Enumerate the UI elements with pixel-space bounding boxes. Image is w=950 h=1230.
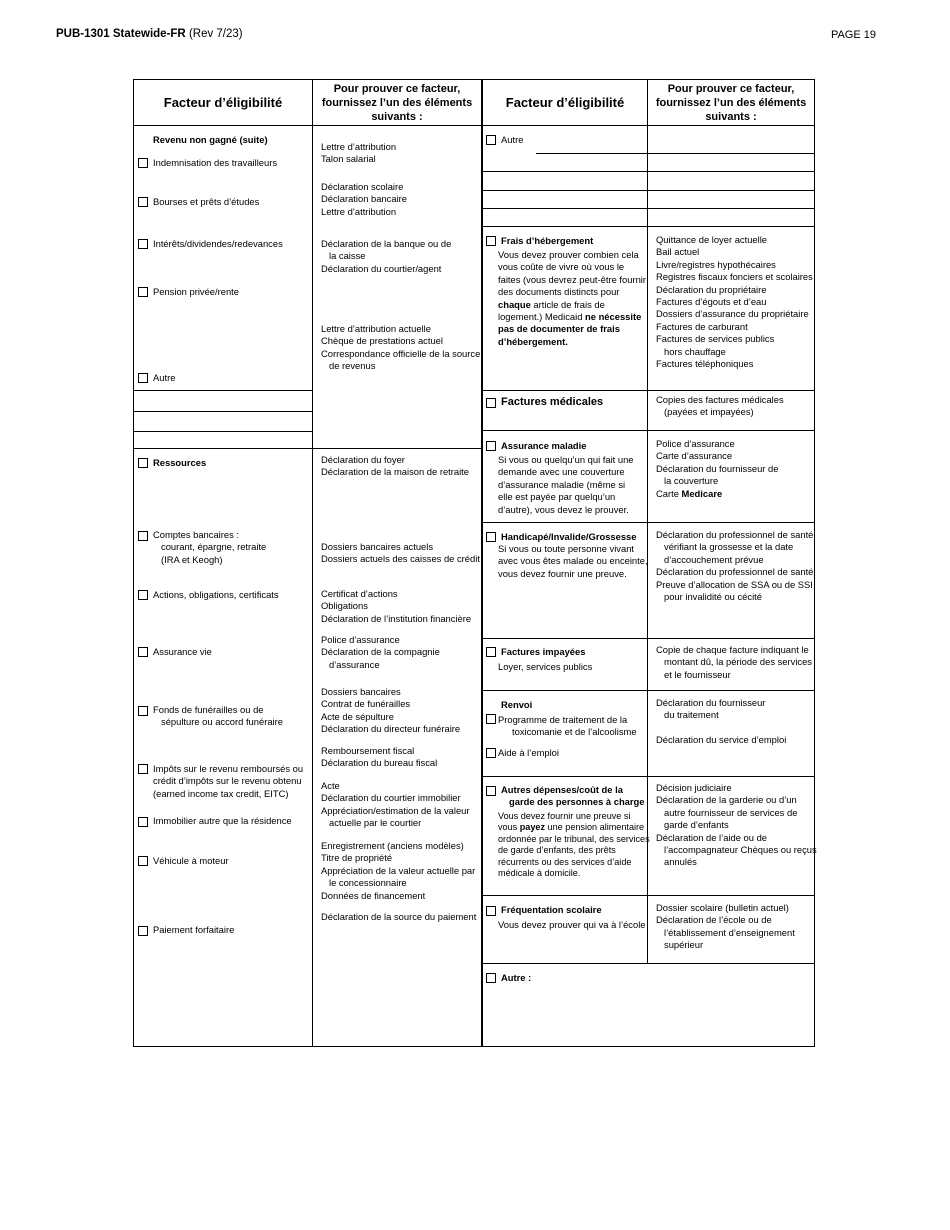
resource-item-label-line: Impôts sur le revenu remboursés ou bbox=[153, 763, 304, 774]
resource-item-label-line: Fonds de funérailles ou de bbox=[153, 704, 264, 715]
unpaid-bills-title bbox=[501, 646, 585, 658]
revision-date: (Rev 7/23) bbox=[188, 28, 243, 40]
school-attendance-description-line: Vous devez prouver qui va à l’école bbox=[498, 919, 646, 930]
text-segment: logement.) Medicaid bbox=[498, 311, 586, 323]
resources-title bbox=[153, 457, 206, 469]
checkbox-resource-3[interactable] bbox=[138, 706, 148, 716]
other-expenses-proof-line: garde d’enfants bbox=[664, 819, 729, 831]
housing-proof-line: Déclaration du propriétaire bbox=[656, 283, 767, 295]
checkbox-referral-employment[interactable] bbox=[486, 748, 496, 758]
right-proof-heading bbox=[648, 80, 814, 125]
other-expenses-description-line bbox=[498, 845, 650, 856]
other-expenses-description-line bbox=[498, 822, 650, 833]
text-segment: d’hébergement. bbox=[498, 335, 568, 347]
table-rule bbox=[312, 448, 482, 449]
housing-description-line bbox=[498, 249, 646, 261]
table-rule bbox=[133, 125, 815, 126]
health-insurance-description-line: elle est payée par quelqu’un bbox=[498, 491, 616, 503]
resource-item-proof-line: Appréciation de la valeur actuelle par bbox=[321, 864, 476, 876]
referral-treatment-proof bbox=[656, 697, 765, 722]
unearned-item-label bbox=[153, 238, 283, 250]
resource-item-proof-line: Police d’assurance bbox=[321, 634, 400, 645]
text-segment: des documents distincts pour bbox=[498, 286, 620, 298]
resource-item-proof bbox=[321, 634, 440, 671]
referral-treatment-proof-line: Déclaration du fournisseur bbox=[656, 697, 766, 708]
other-expenses-proof bbox=[656, 782, 817, 869]
health-insurance-proof-line bbox=[656, 438, 778, 450]
disability-proof-line: Déclaration du professionnel de santé bbox=[656, 566, 814, 578]
table-rule bbox=[482, 690, 815, 691]
health-insurance-proof bbox=[656, 438, 778, 500]
referral-treatment-label-line: toxicomanie et de l’alcoolisme bbox=[512, 726, 637, 738]
unpaid-bills-description-line: Loyer, services publics bbox=[498, 661, 593, 672]
text-segment: une pension alimentaire bbox=[545, 822, 645, 833]
resource-item-label bbox=[153, 855, 229, 867]
resource-item-label bbox=[153, 763, 303, 800]
text-segment: ne nécessite bbox=[585, 311, 642, 323]
table-rule bbox=[133, 431, 313, 432]
unearned-item-proof-line: Talon salarial bbox=[321, 153, 376, 165]
resource-item-label-line: sépulture ou accord funéraire bbox=[161, 716, 283, 728]
checkbox-unearned-0[interactable] bbox=[138, 158, 148, 168]
unearned-item-proof-line: de revenus bbox=[329, 360, 376, 372]
resource-item-label bbox=[153, 704, 283, 729]
school-attendance-proof-line: supérieur bbox=[664, 939, 704, 951]
unpaid-bills-title-line: Factures impayées bbox=[501, 646, 586, 657]
referral-treatment-proof-line: du traitement bbox=[664, 709, 719, 721]
housing-description bbox=[498, 249, 646, 348]
checkbox-other-bottom[interactable] bbox=[486, 973, 496, 983]
housing-title-line: Frais d’hébergement bbox=[501, 235, 594, 246]
other-expenses-title-line: garde des personnes à charge bbox=[509, 796, 645, 808]
resource-item-proof-line: Déclaration du bureau fiscal bbox=[321, 757, 438, 769]
health-insurance-description-line: Si vous ou quelqu’un qui fait une bbox=[498, 454, 634, 465]
checkbox-unearned-1[interactable] bbox=[138, 197, 148, 207]
housing-proof-line: Quittance de loyer actuelle bbox=[656, 234, 768, 245]
other-expenses-title-line: Autres dépenses/coût de la bbox=[501, 784, 623, 795]
school-attendance-proof-line: Déclaration de l’école ou de bbox=[656, 914, 772, 926]
table-rule bbox=[133, 390, 313, 391]
resource-item-proof-line: Obligations bbox=[321, 600, 368, 612]
resource-item-label bbox=[153, 815, 292, 827]
disability-proof-line: d’accouchement prévue bbox=[664, 553, 764, 565]
other-expenses-proof-line: Déclaration de l’aide ou de bbox=[656, 831, 768, 843]
checkbox-health-insurance[interactable] bbox=[486, 441, 496, 451]
table-rule bbox=[482, 226, 815, 227]
resource-item-proof-line: d’assurance bbox=[329, 658, 380, 670]
text-segment: pas de documenter de frais bbox=[498, 323, 620, 335]
housing-description-line bbox=[498, 311, 646, 323]
table-rule bbox=[482, 430, 815, 431]
disability-title-line: Handicapé/Invalide/Grossesse bbox=[501, 531, 637, 542]
table-rule bbox=[482, 208, 648, 209]
resource-item-label-line: crédit d’impôts sur le revenu obtenu bbox=[153, 775, 302, 787]
table-rule bbox=[133, 1046, 815, 1047]
unearned-item-label bbox=[153, 372, 175, 384]
text-segment: Vous devez fournir une preuve si bbox=[498, 811, 631, 821]
resource-item-label bbox=[153, 646, 212, 658]
other-expenses-proof-line: l’accompagnateur Chèques ou reçus bbox=[664, 844, 817, 856]
text-segment: médicale à domicile. bbox=[498, 868, 581, 879]
housing-proof-line: Factures téléphoniques bbox=[656, 358, 754, 370]
resource-item-proof-line: Dossiers bancaires actuels bbox=[321, 541, 434, 552]
unearned-item-label-line: Intérêts/dividendes/redevances bbox=[153, 238, 283, 249]
resource-item-proof bbox=[321, 780, 470, 830]
medical-bills-proof bbox=[656, 394, 784, 419]
unearned-item-proof-line: Correspondance officielle de la source bbox=[321, 347, 481, 359]
text-segment: la couverture bbox=[664, 475, 719, 487]
resource-item-label bbox=[153, 529, 266, 566]
table-rule bbox=[482, 190, 648, 191]
table-rule bbox=[482, 79, 483, 1047]
housing-proof-line: Factures de services publics bbox=[656, 333, 775, 345]
health-insurance-description-line: d’assurance maladie (même si bbox=[498, 478, 626, 490]
resources-proof bbox=[321, 454, 469, 479]
checkbox-resource-5[interactable] bbox=[138, 817, 148, 827]
resource-item-proof bbox=[321, 911, 476, 923]
resources-title-line: Ressources bbox=[153, 457, 207, 468]
resource-item-label-line: courant, épargne, retraite bbox=[161, 541, 267, 553]
housing-description-line bbox=[498, 261, 646, 273]
resource-item-proof bbox=[321, 686, 460, 736]
resource-item-proof-line: Acte bbox=[321, 780, 340, 791]
housing-proof-line: Livre/registres hypothécaires bbox=[656, 258, 776, 270]
checkbox-unpaid-bills[interactable] bbox=[486, 647, 496, 657]
health-insurance-title-line: Assurance maladie bbox=[501, 440, 587, 451]
resource-item-label-line: (earned income tax credit, EITC) bbox=[153, 787, 289, 799]
text-segment: vous coûte de vivre où vous le bbox=[498, 261, 625, 273]
unpaid-bills-proof-line: Copie de chaque facture indiquant le bbox=[656, 644, 809, 655]
health-insurance-proof-line bbox=[656, 488, 778, 500]
table-rule bbox=[647, 208, 815, 209]
school-attendance-proof-line: l’établissement d’enseignement bbox=[664, 926, 795, 938]
table-rule bbox=[647, 153, 815, 154]
health-insurance-description bbox=[498, 454, 634, 516]
resource-item-label-line: Immobilier autre que la résidence bbox=[153, 815, 292, 826]
checkbox-medical-bills[interactable] bbox=[486, 398, 496, 408]
disability-description bbox=[498, 543, 648, 580]
health-insurance-proof-line bbox=[656, 475, 778, 487]
resource-item-proof-line: Déclaration du courtier immobilier bbox=[321, 792, 461, 804]
housing-proof-line: Registres fiscaux fonciers et scolaires bbox=[656, 271, 813, 283]
other-expenses-proof-line: Déclaration de la garderie ou d’un bbox=[656, 794, 797, 806]
health-insurance-description-line: demande avec une couverture bbox=[498, 466, 625, 478]
disability-title bbox=[501, 531, 636, 543]
unpaid-bills-description bbox=[498, 661, 592, 673]
unearned-item-label-line: Pension privée/rente bbox=[153, 286, 239, 297]
disability-proof-line: Preuve d’allocation de SSA ou de SSI bbox=[656, 578, 813, 590]
table-rule bbox=[133, 448, 313, 449]
resource-item-proof-line: Déclaration de la compagnie bbox=[321, 646, 440, 658]
resource-item-proof-line: Contrat de funérailles bbox=[321, 698, 411, 710]
resource-item-proof-line: Enregistrement (anciens modèles) bbox=[321, 840, 464, 851]
text-segment: de garde d’enfants, des prêts bbox=[498, 845, 616, 856]
checkbox-resources[interactable] bbox=[138, 458, 148, 468]
medical-bills-proof-line: Copies des factures médicales bbox=[656, 394, 784, 405]
housing-description-line bbox=[498, 299, 646, 311]
resource-item-label bbox=[153, 589, 279, 601]
resource-item-proof-line: Remboursement fiscal bbox=[321, 745, 415, 756]
resource-item-proof bbox=[321, 745, 437, 770]
resource-item-proof bbox=[321, 588, 471, 625]
unearned-item-proof bbox=[321, 323, 480, 373]
unearned-item-proof-line: Lettre d’attribution bbox=[321, 141, 397, 152]
other-expenses-description bbox=[498, 811, 650, 879]
housing-description-line bbox=[498, 286, 646, 298]
health-insurance-description-line: d’autre), vous devez le prouver. bbox=[498, 503, 629, 515]
text-segment: chaque bbox=[498, 298, 531, 310]
unearned-item-proof bbox=[321, 238, 451, 275]
housing-proof-line: Dossiers d’assurance du propriétaire bbox=[656, 308, 809, 320]
resources-proof-line: Déclaration du foyer bbox=[321, 454, 405, 465]
unearned-item-label bbox=[153, 196, 259, 208]
other-expenses-description-line bbox=[498, 834, 650, 845]
other-top-label-line: Autre bbox=[501, 134, 524, 145]
checkbox-unearned-3[interactable] bbox=[138, 287, 148, 297]
resource-item-label-line: Actions, obligations, certificats bbox=[153, 589, 279, 600]
other-expenses-title bbox=[501, 784, 644, 809]
resource-item-label-line: Véhicule à moteur bbox=[153, 855, 229, 866]
unearned-item-proof-line: Déclaration du courtier/agent bbox=[321, 262, 442, 274]
resource-item-proof bbox=[321, 840, 475, 902]
medical-bills-proof-line: (payées et impayées) bbox=[664, 406, 754, 418]
resource-item-label-line: Paiement forfaitaire bbox=[153, 924, 235, 935]
checkbox-referral-treatment[interactable] bbox=[486, 714, 496, 724]
resource-item-proof-line: actuelle par le courtier bbox=[329, 817, 422, 829]
health-insurance-proof-line bbox=[656, 450, 778, 462]
table-rule bbox=[482, 171, 648, 172]
resource-item-proof-line: Déclaration du directeur funéraire bbox=[321, 723, 461, 735]
checkbox-resource-7[interactable] bbox=[138, 926, 148, 936]
referral-employment-proof-line: Déclaration du service d’emploi bbox=[656, 734, 787, 745]
checkbox-other-expenses[interactable] bbox=[486, 786, 496, 796]
table-rule bbox=[482, 895, 815, 896]
referral-treatment-label bbox=[498, 714, 637, 739]
checkbox-resource-4[interactable] bbox=[138, 764, 148, 774]
resource-item-proof-line: le concessionnaire bbox=[329, 877, 407, 889]
page-number: PAGE 19 bbox=[830, 29, 876, 41]
school-attendance-title bbox=[501, 904, 602, 916]
housing-title bbox=[501, 235, 593, 247]
table-rule bbox=[133, 79, 134, 1047]
resource-item-label-line: Assurance vie bbox=[153, 646, 212, 657]
table-rule bbox=[482, 390, 815, 391]
table-rule bbox=[482, 776, 815, 777]
unearned-item-proof-line: Lettre d’attribution bbox=[321, 205, 397, 217]
housing-proof-line: Factures de carburant bbox=[656, 320, 748, 332]
text-segment: Carte d’assurance bbox=[656, 450, 733, 462]
unearned-item-label-line: Bourses et prêts d’études bbox=[153, 196, 260, 207]
text-segment: ordonnée par le tribunal, des services bbox=[498, 833, 650, 844]
text-segment: Police d’assurance bbox=[656, 438, 735, 449]
school-attendance-description bbox=[498, 919, 646, 931]
disability-proof bbox=[656, 529, 813, 603]
other-expenses-description-line bbox=[498, 868, 650, 879]
housing-proof-line: Factures d’égouts et d’eau bbox=[656, 296, 767, 308]
right-factor-heading: Facteur d’éligibilité bbox=[505, 95, 625, 110]
unearned-income-title: Revenu non gagné (suite) bbox=[153, 134, 268, 145]
housing-description-line bbox=[498, 274, 646, 286]
disability-proof-line: Déclaration du professionnel de santé bbox=[656, 529, 814, 540]
text-segment: Medicare bbox=[681, 487, 723, 499]
school-attendance-proof bbox=[656, 902, 795, 952]
housing-proof-line: hors chauffage bbox=[664, 345, 726, 357]
unearned-item-proof-line: Déclaration de la banque ou de bbox=[321, 238, 452, 249]
checkbox-disability[interactable] bbox=[486, 532, 496, 542]
unearned-item-label-line: Autre bbox=[153, 372, 176, 383]
referral-treatment-label-line: Programme de traitement de la bbox=[498, 714, 628, 725]
housing-description-line bbox=[498, 323, 646, 335]
unearned-item-proof bbox=[321, 181, 407, 218]
table-rule bbox=[647, 171, 815, 172]
referral-employment-label-line: Aide à l’emploi bbox=[498, 747, 559, 758]
heading-line: Pour prouver ce facteur, bbox=[333, 82, 461, 95]
text-segment: Carte bbox=[656, 487, 682, 499]
disability-description-line: vous devez fournir une preuve. bbox=[498, 567, 627, 579]
left-proof-heading bbox=[313, 80, 481, 125]
heading-line: fournissez l’un des éléments bbox=[321, 96, 473, 109]
resource-item-proof-line: Déclaration de l’institution financière bbox=[321, 612, 472, 624]
resource-item-proof-line: Appréciation/estimation de la valeur bbox=[321, 804, 470, 816]
resource-item-proof-line: Dossiers bancaires bbox=[321, 686, 401, 697]
unpaid-bills-proof-line: montant dû, la période des services bbox=[664, 656, 812, 668]
document-id: PUB-1301 Statewide-FR (Rev 7/23) bbox=[56, 28, 243, 40]
heading-line: fournissez l’un des éléments bbox=[655, 96, 807, 109]
text-segment: Déclaration du fournisseur de bbox=[656, 462, 779, 474]
disability-proof-line: pour invalidité ou cécité bbox=[664, 591, 762, 603]
text-segment: vous bbox=[498, 822, 520, 833]
housing-description-line bbox=[498, 336, 646, 348]
left-factor-heading: Facteur d’éligibilité bbox=[163, 95, 283, 110]
resource-item-proof-line: Acte de sépulture bbox=[321, 710, 394, 722]
checkbox-school[interactable] bbox=[486, 906, 496, 916]
unpaid-bills-proof bbox=[656, 644, 812, 681]
heading-line: suivants : bbox=[705, 110, 757, 123]
heading-line: Pour prouver ce facteur, bbox=[667, 82, 795, 95]
checkbox-resource-1[interactable] bbox=[138, 590, 148, 600]
school-attendance-title-line: Fréquentation scolaire bbox=[501, 904, 602, 915]
table-rule bbox=[482, 638, 815, 639]
resource-item-proof-line: Données de financement bbox=[321, 889, 426, 901]
disability-description-line: Si vous ou toute personne vivant bbox=[498, 543, 635, 554]
resource-item-label-line: Comptes bancaires : bbox=[153, 529, 239, 540]
table-rule bbox=[133, 411, 313, 412]
resource-item-label-line: (IRA et Keogh) bbox=[161, 553, 223, 565]
resources-proof-line: Déclaration de la maison de retraite bbox=[321, 466, 469, 478]
table-rule bbox=[482, 963, 815, 964]
unearned-item-label-line: Indemnisation des travailleurs bbox=[153, 157, 278, 168]
table-rule bbox=[482, 522, 815, 523]
text-segment: Vous devez prouver combien cela bbox=[498, 249, 639, 260]
housing-proof bbox=[656, 234, 813, 370]
other-top-label bbox=[501, 134, 523, 146]
other-expenses-description-line bbox=[498, 811, 650, 822]
medical-bills-title-line: Factures médicales bbox=[501, 396, 604, 408]
unearned-item-proof-line: Lettre d’attribution actuelle bbox=[321, 323, 431, 334]
referral-title bbox=[501, 699, 532, 711]
resource-item-proof-line: Certificat d’actions bbox=[321, 588, 398, 599]
disability-proof-line: vérifiant la grossesse et la date bbox=[664, 541, 794, 553]
text-segment: faites (vous devrez peut-être fournir bbox=[498, 273, 646, 285]
referral-employment-proof bbox=[656, 734, 786, 746]
checkbox-other-top[interactable] bbox=[486, 135, 496, 145]
other-bottom-label-line: Autre : bbox=[501, 972, 532, 983]
medical-bills-title bbox=[501, 396, 603, 408]
health-insurance-proof-line bbox=[656, 463, 778, 475]
table-rule bbox=[536, 153, 648, 154]
checkbox-unearned-4[interactable] bbox=[138, 373, 148, 383]
unearned-item-proof-line: Chèque de prestations actuel bbox=[321, 335, 443, 347]
heading-line: suivants : bbox=[371, 110, 423, 123]
housing-proof-line: Bail actuel bbox=[656, 246, 700, 258]
unearned-item-proof-line: Déclaration scolaire bbox=[321, 181, 404, 192]
checkbox-resource-2[interactable] bbox=[138, 647, 148, 657]
other-expenses-description-line bbox=[498, 857, 650, 868]
unearned-item-proof-line: Déclaration bancaire bbox=[321, 193, 407, 205]
health-insurance-title bbox=[501, 440, 586, 452]
resource-item-label bbox=[153, 924, 234, 936]
table-rule bbox=[312, 79, 313, 1047]
resource-item-proof-line: Déclaration de la source du paiement bbox=[321, 911, 477, 922]
table-rule bbox=[814, 79, 815, 1047]
disability-description-line: avec vous êtes malade ou enceinte, bbox=[498, 555, 648, 567]
unpaid-bills-proof-line: et le fournisseur bbox=[664, 668, 731, 680]
unearned-item-proof-line: la caisse bbox=[329, 250, 366, 262]
other-expenses-proof-line: autre fournisseur de services de bbox=[664, 806, 798, 818]
resource-item-proof-line: Dossiers actuels des caisses de crédit bbox=[321, 553, 480, 565]
resource-item-proof-line: Titre de propriété bbox=[321, 852, 393, 864]
checkbox-resource-6[interactable] bbox=[138, 856, 148, 866]
checkbox-housing[interactable] bbox=[486, 236, 496, 246]
checkbox-resource-0[interactable] bbox=[138, 531, 148, 541]
unearned-item-label bbox=[153, 286, 239, 298]
other-expenses-proof-line: Décision judiciaire bbox=[656, 782, 732, 793]
text-segment: article de frais de bbox=[530, 298, 605, 310]
table-rule bbox=[647, 190, 815, 191]
other-expenses-proof-line: annulés bbox=[664, 856, 697, 868]
other-bottom-label bbox=[501, 972, 531, 984]
unearned-item-proof bbox=[321, 141, 396, 166]
text-segment: payez bbox=[519, 822, 546, 833]
referral-title-line: Renvoi bbox=[501, 699, 533, 710]
unearned-item-label bbox=[153, 157, 277, 169]
text-segment: récurrents ou des services d’aide bbox=[498, 856, 632, 867]
resource-item-proof bbox=[321, 541, 480, 566]
school-attendance-proof-line: Dossier scolaire (bulletin actuel) bbox=[656, 902, 789, 913]
checkbox-unearned-2[interactable] bbox=[138, 239, 148, 249]
referral-employment-label bbox=[498, 747, 559, 759]
